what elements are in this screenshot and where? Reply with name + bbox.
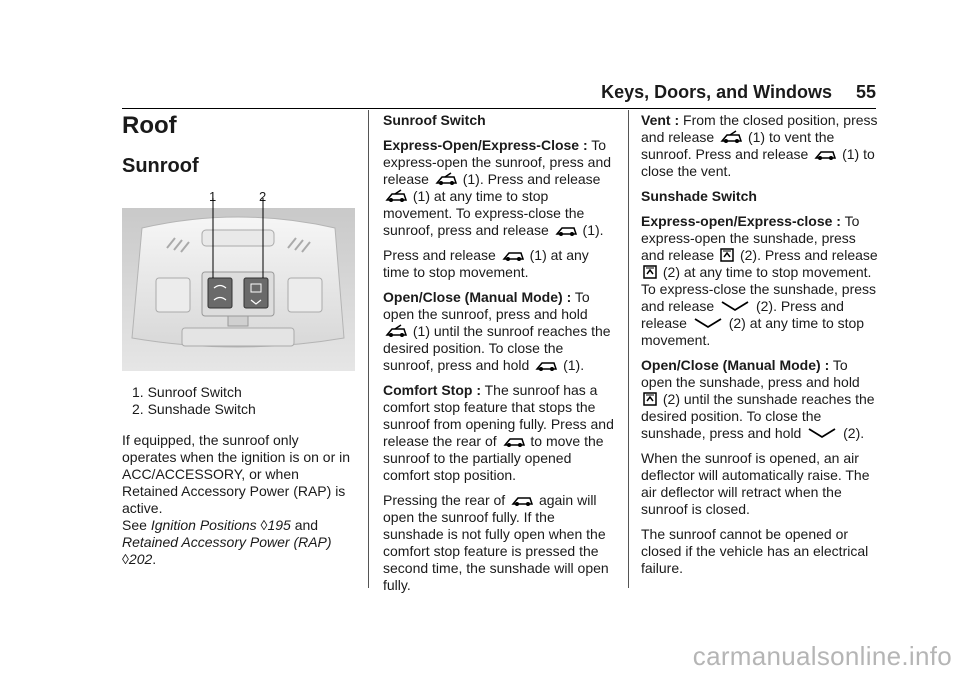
legend-item-1: 1. Sunroof Switch — [132, 384, 242, 400]
left-column — [122, 112, 357, 576]
section-title: Keys, Doors, and Windows — [601, 82, 832, 102]
column-divider-right — [628, 110, 629, 588]
sunroof-vent-icon — [385, 189, 407, 203]
sunroof-vent-icon — [385, 324, 407, 338]
watermark: carmanualsonline.info — [692, 641, 952, 671]
sunroof-close-icon — [555, 223, 577, 237]
column-divider-left — [368, 110, 369, 588]
sunroof-vent-icon — [720, 130, 742, 144]
comfort-stop-paragraph: Comfort Stop : The sunroof has a comfort stop feature that stops the sunroof from opening fully. Press and release the rear of to move the sunroof to the partially opened comfort stop position. — [383, 382, 614, 483]
vent-paragraph: Vent : From the closed position, press and release (1) to vent the sunroof. Press and release (1) to close the vent. — [641, 112, 878, 179]
middle-column — [383, 112, 615, 602]
sunshade-express-paragraph: Express-open/Express-close : To express-open the sunshade, press and release (2). Press and release (2) at any time to stop movement. To express-close the sunshade, press and release (2). Press and release (2) at any time to stop movement. — [641, 213, 878, 348]
overhead-console-illustration — [122, 188, 355, 378]
sunshade-close-icon — [693, 316, 723, 330]
section-subtitle: Sunroof — [122, 155, 199, 177]
air-deflector-paragraph: When the sunroof is opened, an air deflector will automatically raise. The air deflector will retract when the sunroof is closed. — [641, 450, 870, 517]
page-title: Roof — [122, 112, 177, 139]
sunshade-switch-heading: Sunshade Switch — [641, 188, 757, 204]
sunshade-open-icon — [643, 265, 657, 279]
sunshade-manual-paragraph: Open/Close (Manual Mode) : To open the sunshade, press and hold (2) until the sunshade reaches the desired position. To close the sunshade, press and hold (2). — [641, 357, 875, 441]
sunshade-close-icon — [720, 299, 750, 313]
page-header — [601, 82, 876, 103]
figure-legend — [122, 384, 357, 418]
stop-movement-paragraph: Press and release (1) at any time to stop movement. — [383, 247, 589, 280]
legend-item-2: 2. Sunshade Switch — [132, 401, 256, 417]
comfort-stop-second-paragraph: Pressing the rear of again will open the sunroof fully. If the sunshade is not fully open when the comfort stop feature is pressed the second time, the sunshade will open fully. — [383, 492, 609, 593]
sunroof-close-icon — [535, 358, 557, 372]
right-column — [641, 112, 879, 585]
sunroof-close-icon — [502, 248, 524, 262]
sunshade-open-icon — [643, 392, 657, 406]
link-retained-accessory-power[interactable]: Retained Accessory Power (RAP) — [122, 534, 332, 550]
sunroof-close-icon — [511, 493, 533, 507]
intro-paragraph: If equipped, the sunroof only operates when the ignition is on or in ACC/ACCESSORY, or when Retained Accessory Power (RAP) is active. See Ignition Positions ◊195 and Retained Accessory Power (RAP) ◊202. — [122, 432, 351, 567]
sunroof-close-icon — [503, 434, 525, 448]
page-ref-icon: ◊ — [260, 517, 268, 533]
callout-2: 2 — [259, 189, 267, 204]
sunshade-close-icon — [807, 426, 837, 440]
electrical-failure-paragraph: The sunroof cannot be opened or closed if the vehicle has an electrical failure. — [641, 526, 869, 576]
sunroof-switch-heading: Sunroof Switch — [383, 112, 486, 128]
page-ref-icon: ◊ — [122, 551, 129, 567]
sunroof-vent-icon — [435, 172, 457, 186]
sunshade-open-icon — [720, 248, 734, 262]
callout-1: 1 — [209, 189, 217, 204]
page-number: 55 — [855, 82, 876, 102]
express-open-paragraph: Express-Open/Express-Close : To express-open the sunroof, press and release (1). Press and release (1) at any time to stop movement. To express-close the sunroof, press and release (1). — [383, 137, 612, 238]
link-ignition-positions[interactable]: Ignition Positions — [150, 517, 257, 533]
manual-mode-paragraph: Open/Close (Manual Mode) : To open the sunroof, press and hold (1) until the sunroof reaches the desired position. To close the sunroof, press and hold (1). — [383, 289, 611, 373]
header-rule — [122, 108, 876, 109]
sunroof-figure — [122, 188, 355, 378]
sunroof-close-icon — [814, 147, 836, 161]
